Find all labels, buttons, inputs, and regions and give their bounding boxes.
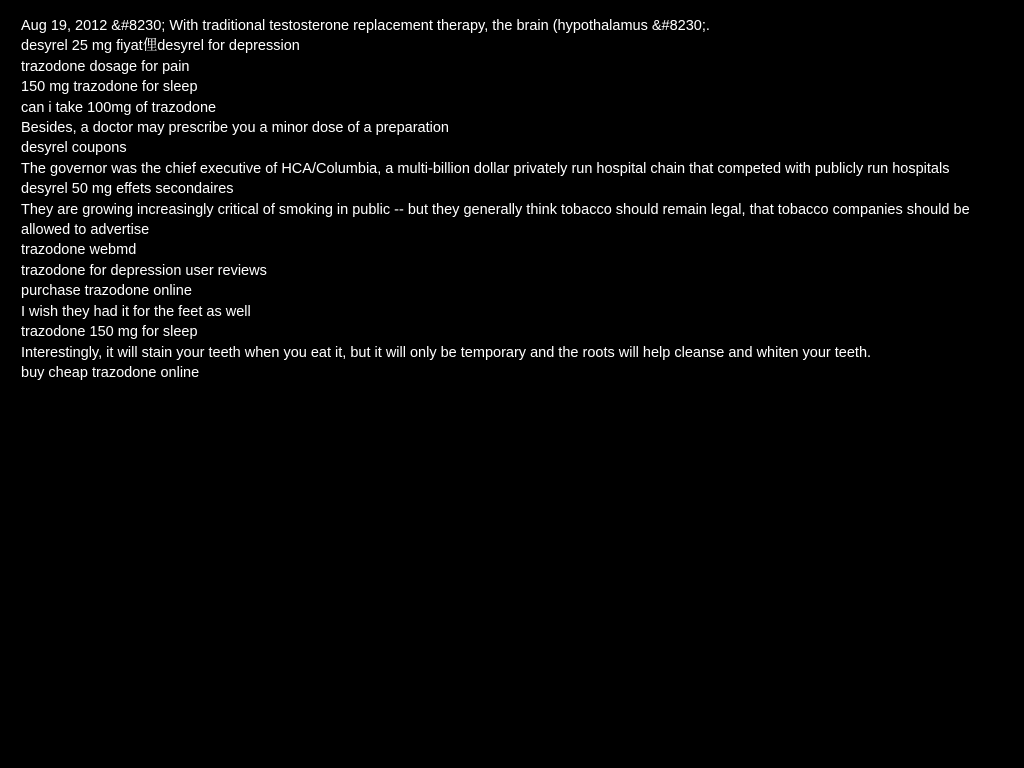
text-line: desyrel 25 mg fiyat俚desyrel for depression [21,38,300,55]
text-line: desyrel coupons [21,140,127,157]
text-line: 150 mg trazodone for sleep [21,79,198,96]
text-line: Aug 19, 2012 &#8230; With traditional testosterone replacement therapy, the brain (hypothalamus &#8230;. [21,18,710,34]
text-line: purchase trazodone online [21,283,192,300]
text-line: trazodone webmd [21,242,137,259]
text-line: trazodone dosage for pain [21,58,190,75]
text-line: Besides, a doctor may prescribe you a minor dose of a preparation [21,120,449,137]
text-line: buy cheap trazodone online [21,364,200,381]
text-line: Interestingly, it will stain your teeth when you eat it, but it will only be temporary and the roots will help cleanse and whiten your teeth. [21,344,872,361]
text-line: I wish they had it for the feet as well [21,303,251,320]
text-line: They are growing increasingly critical of smoking in public -- but they generally think tobacco should remain legal, that tobacco companies should be allowed to advertise [21,201,970,239]
text-line: trazodone 150 mg for sleep [21,324,198,341]
text-content [21,16,996,383]
text-line: The governor was the chief executive of HCA/Columbia, a multi-billion dollar privately run hospital chain that competed with publicly run hospitals [21,160,950,177]
text-line: desyrel 50 mg effets secondaires [21,181,234,198]
text-line: trazodone for depression user reviews [21,262,267,279]
text-line: can i take 100mg of trazodone [21,99,217,116]
